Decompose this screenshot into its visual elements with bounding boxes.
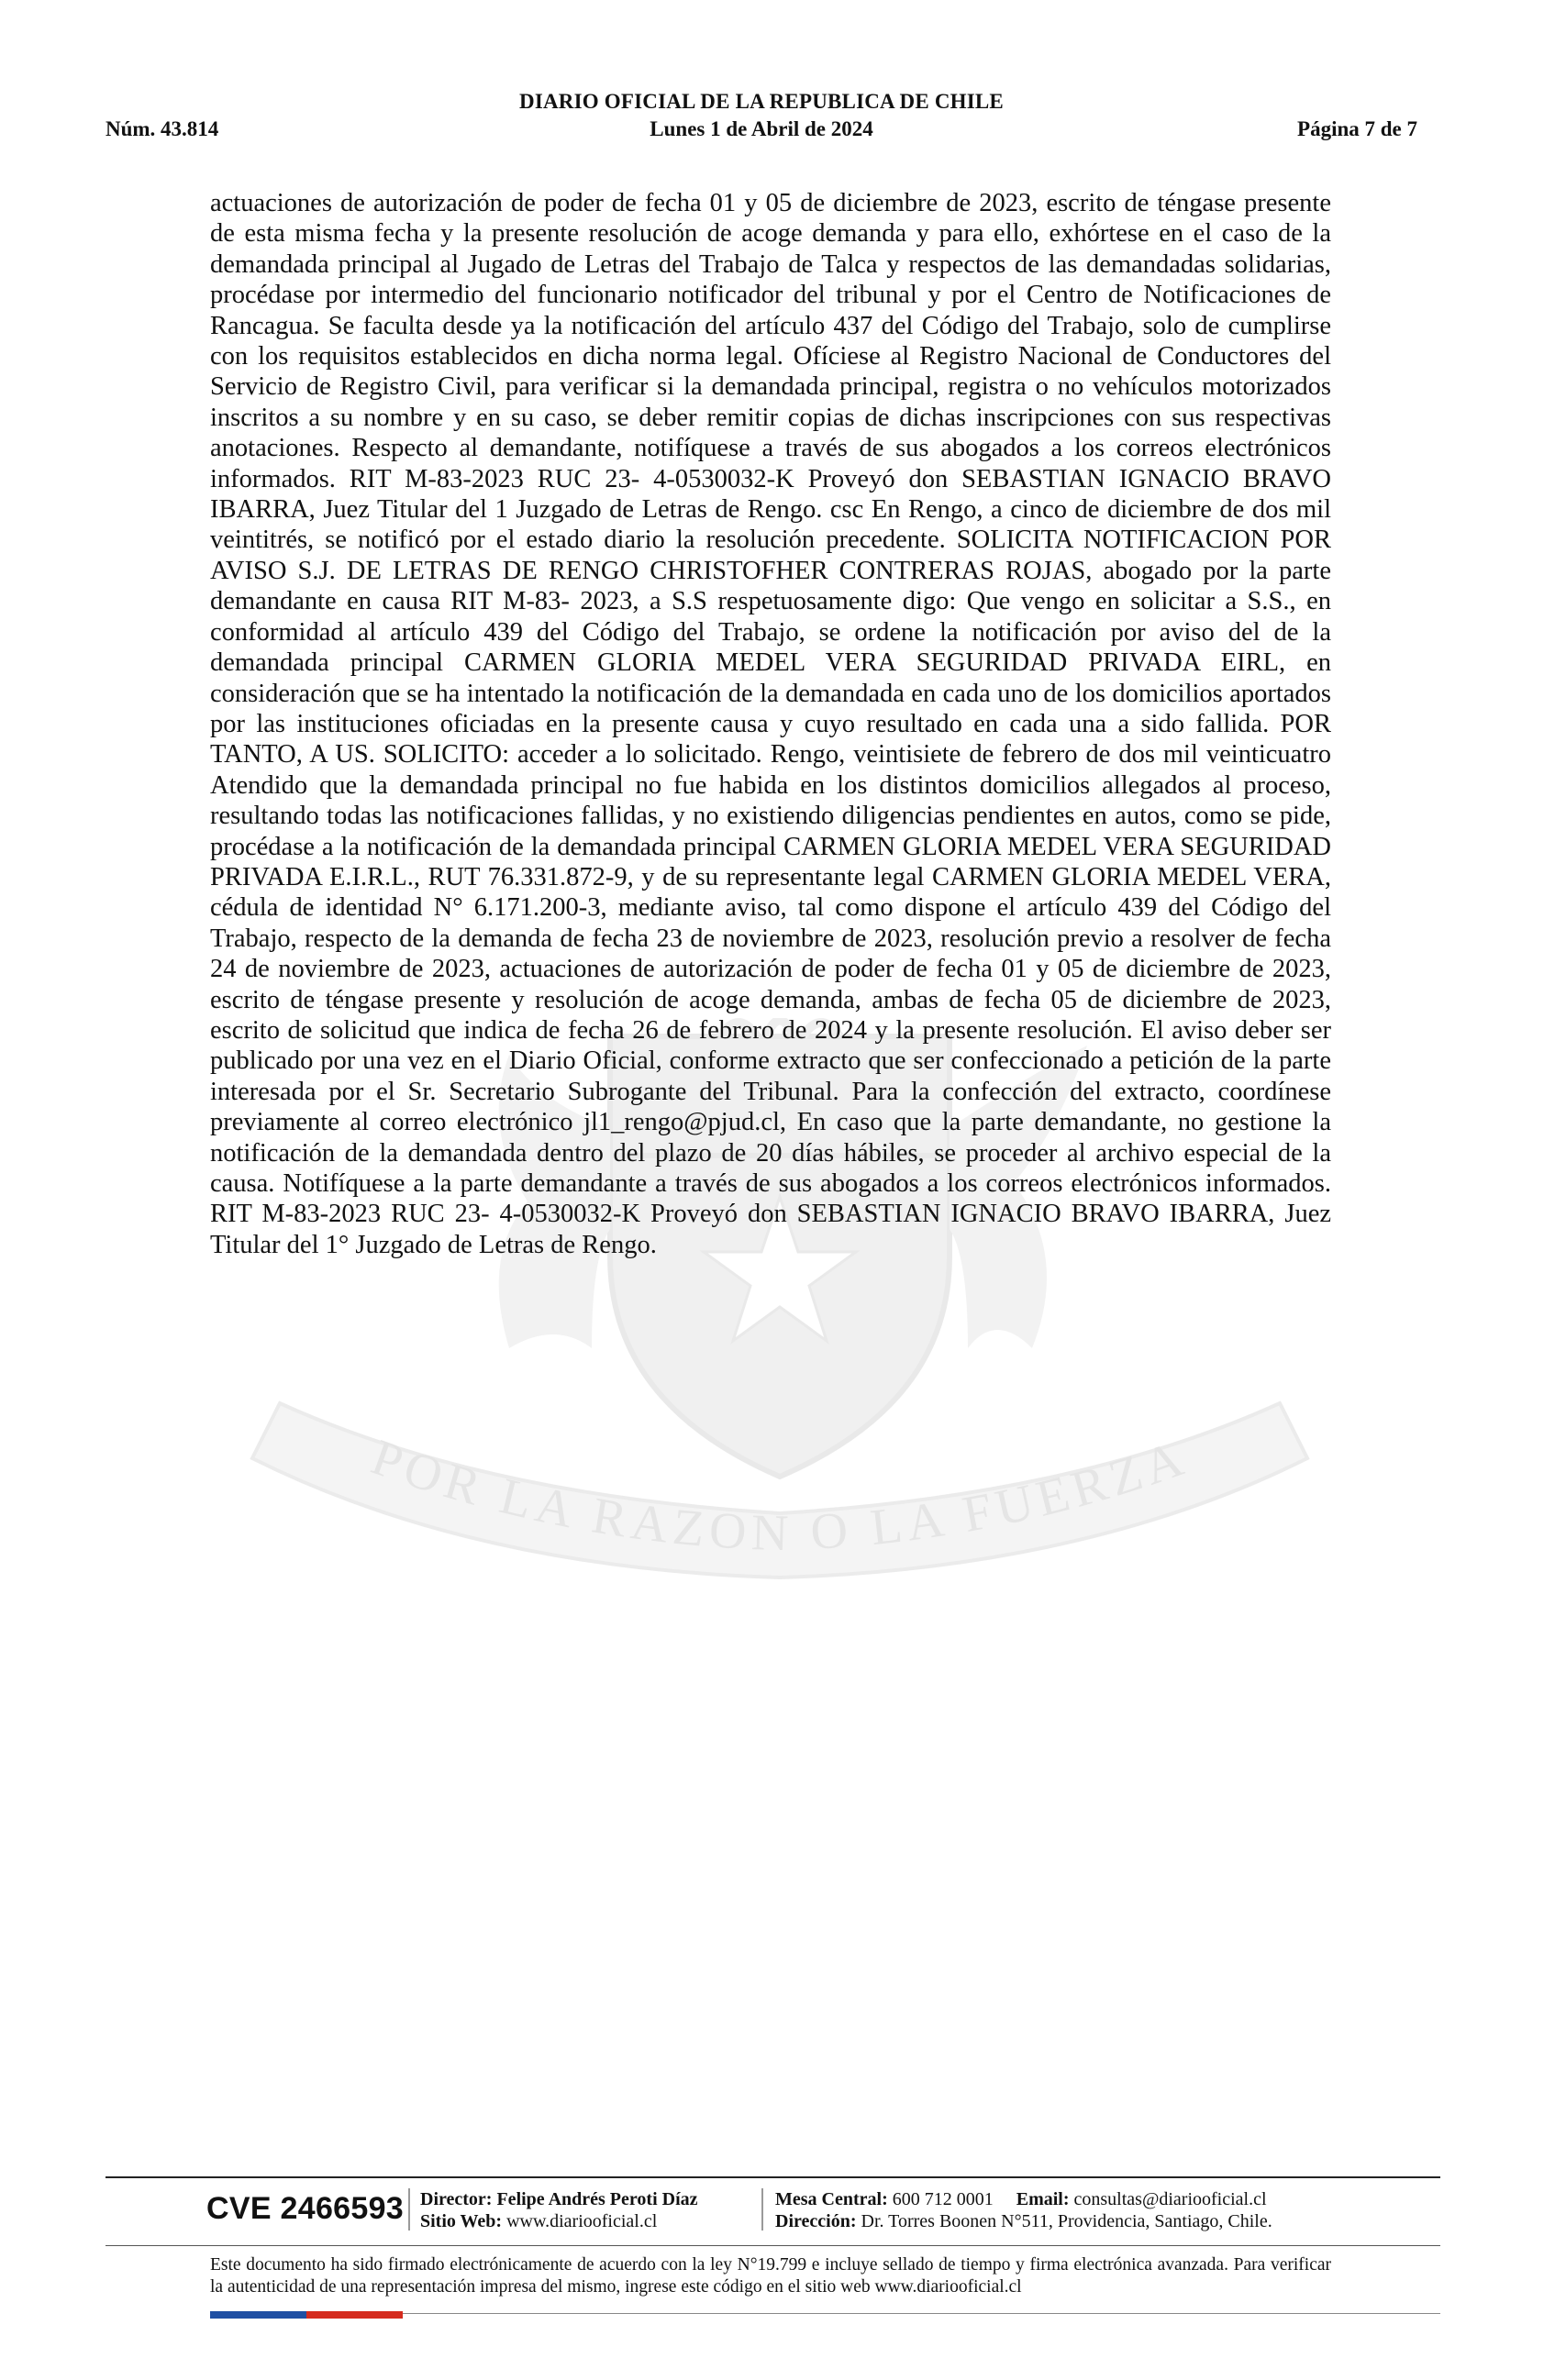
director-name: Felipe Andrés Peroti Díaz: [496, 2189, 698, 2209]
publication-title: DIARIO OFICIAL DE LA REPUBLICA DE CHILE: [519, 90, 1004, 113]
director-label: Director:: [420, 2189, 493, 2209]
page-indicator: Página 7 de 7: [1297, 117, 1417, 140]
decree-body-text: actuaciones de autorización de poder de fecha 01 y 05 de diciembre de 2023, escrito de téngase presente de esta misma fecha y la presente resolución de acoge demanda y para ello, exhórtese en el caso de la demandada principal al Jugado de Letras del Trabajo de Talca y respectos de las demandadas solidarias, procédase por intermedio del funcionario notificador del tribunal y por el Centro de Notificaciones de Rancagua. Se faculta desde ya la notificación del artículo 437 del Código del Trabajo, solo de cumplirse con los requisitos establecidos en dicha norma legal. Ofíciese al Registro Nacional de Conductores del Servicio de Registro Civil, para verificar si la demandada principal, registra o no vehículos motorizados inscritos a su nombre y en su caso, se deber remitir copias de dichas inscripciones con sus respectivas anotaciones. Respecto al demandante, notifíquese a través de sus abogados a los correos electrónicos informados. RIT M-83-2023 RUC 23- 4-0530032-K Proveyó don SEBASTIAN IGNACIO BRAVO IBARRA, Juez Titular del 1 Juzgado de Letras de Rengo. csc En Rengo, a cinco de diciembre de dos mil veintitrés, se notificó por el estado diario la resolución precedente. SOLICITA NOTIFICACION POR AVISO S.J. DE LETRAS DE RENGO CHRISTOFHER CONTRERAS ROJAS, abogado por la parte demandante en causa RIT M-83- 2023, a S.S respetuosamente digo: Que vengo en solicitar a S.S., en conformidad al artículo 439 del Código del Trabajo, se ordene la notificación por aviso del de la demandada principal CARMEN GLORIA MEDEL VERA SEGURIDAD PRIVADA EIRL, en consideración que se ha intentado la notificación de la demandada en cada uno de los domicilios aportados por las instituciones oficiadas en la presente causa y cuyo resultado en cada una a sido fallida. POR TANTO, A US. SOLICITO: acceder a lo solicitado. Rengo, veintisiete de febrero de dos mil veinticuatro Atendido que la demandada principal no fue habida en los distintos domicilios allegados al proceso, resultando todas las notificaciones fallidas, y no existiendo diligencias pendientes en autos, como se pide, procédase a la notificación de la demandada principal CARMEN GLORIA MEDEL VERA SEGURIDAD PRIVADA E.I.R.L., RUT 76.331.872-9, y de su representante legal CARMEN GLORIA MEDEL VERA, cédula de identidad N° 6.171.200-3, mediante aviso, tal como dispone el artículo 439 del Código del Trabajo, respecto de la demanda de fecha 23 de noviembre de 2023, resolución previo a resolver de fecha 24 de noviembre de 2023, actuaciones de autorización de poder de fecha 01 y 05 de diciembre de 2023, escrito de téngase presente y resolución de acoge demanda, ambas de fecha 05 de diciembre de 2023, escrito de solicitud que indica de fecha 26 de febrero de 2024 y la presente resolución. El aviso deber ser publicado por una vez en el Diario Oficial, conforme extracto que ser confeccionado a petición de la parte interesada por el Sr. Secretario Subrogante del Tribunal. Para la confección del extracto, coordínese previamente al correo electrónico jl1_rengo@pjud.cl, En caso que la parte demandante, no gestione la notificación de la demandada dentro del plazo de 20 días hábiles, se proceder al archivo especial de la causa. Notifíquese a la parte demandante a través de sus abogados a los correos electrónicos informados. RIT M-83-2023 RUC 23- 4-0530032-K Proveyó don SEBASTIAN IGNACIO BRAVO IBARRA, Juez Titular del 1° Juzgado de Letras de Rengo.: [210, 189, 1331, 1259]
email-link[interactable]: consultas@diariooficial.cl: [1073, 2189, 1267, 2209]
electronic-signature-notice: Este documento ha sido firmado electrónicamente de acuerdo con la ley N°19.799 e incluye sellado de tiempo y firma electrónica avanzada. Para verificar la autenticidad de una representación impresa del mismo, ingrese este código en el sitio web www.diariooficial.cl: [210, 2255, 1331, 2297]
site-label: Sitio Web:: [420, 2211, 503, 2231]
address-line: [775, 2210, 1272, 2232]
site-link[interactable]: www.diariooficial.cl: [506, 2211, 658, 2231]
mesa-phone: 600 712 0001: [892, 2189, 994, 2209]
footer-top-rule: [106, 2176, 1440, 2178]
address-label: Dirección:: [775, 2211, 857, 2231]
director-line: [420, 2188, 698, 2210]
motto-text: POR LA RAZON O LA FUERZA: [364, 1428, 1195, 1563]
mesa-label: Mesa Central:: [775, 2189, 888, 2209]
footer-divider: [408, 2188, 410, 2231]
footer-bottom-rule: [403, 2313, 1440, 2314]
footer-middle-rule: [106, 2245, 1440, 2246]
footer-director-block: [420, 2188, 698, 2232]
email-label: Email:: [1016, 2189, 1070, 2209]
footer-divider: [761, 2188, 763, 2231]
contact-line: [775, 2188, 1272, 2210]
cve-code: CVE 2466593: [206, 2191, 405, 2226]
motto-ribbon: [252, 1403, 1307, 1577]
issue-date: Lunes 1 de Abril de 2024: [650, 117, 873, 140]
issue-number: Núm. 43.814: [106, 117, 219, 140]
chile-flag-bar: [210, 2311, 403, 2319]
flag-red-segment: [306, 2311, 403, 2319]
flag-blue-segment: [210, 2311, 306, 2319]
address-value: Dr. Torres Boonen N°511, Providencia, Santiago, Chile.: [861, 2211, 1272, 2231]
footer-contact-block: [775, 2188, 1272, 2232]
site-line: [420, 2210, 698, 2232]
page-header: [106, 90, 1417, 145]
